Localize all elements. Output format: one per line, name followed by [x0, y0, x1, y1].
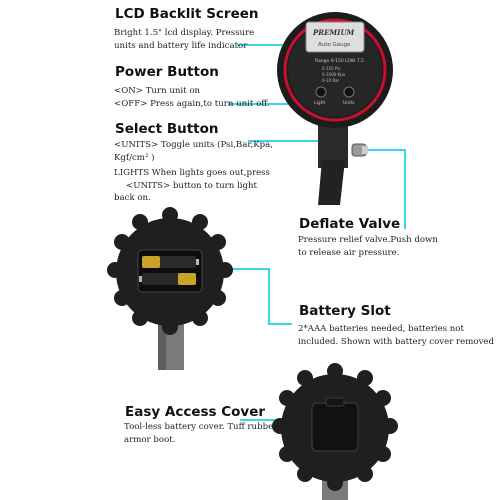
battery-description	[298, 323, 498, 348]
aaa-battery-2	[139, 273, 196, 285]
lights-description-line-2: <UNITS> button to turn light	[126, 180, 258, 191]
dial-units-label: LOW 7.5	[345, 59, 364, 64]
deflate-description-line-1: Pressure relief valve.Push down	[298, 235, 438, 245]
cover-heading: Easy Access Cover	[125, 404, 266, 420]
lights-description	[114, 167, 284, 205]
select-description-line-1: <UNITS> Toggle units (Psi,Bar,Kpa,	[114, 140, 274, 150]
cover-description	[124, 421, 294, 446]
cover-description-line-2: armor boot.	[124, 434, 176, 445]
power-button	[316, 87, 326, 97]
lcd-description-line-1: Bright 1.5" lcd display. Pressure	[114, 28, 255, 38]
select-button	[344, 87, 354, 97]
lcd-subtitle: Auto Gauge	[318, 42, 351, 48]
lcd-description	[114, 27, 264, 52]
battery-description-line-1: 2*AAA batteries needed, batteries not	[298, 324, 464, 334]
power-description-line-2: <OFF> Press again,to turn unit off.	[114, 98, 270, 109]
lights-description-line-1: LIGHTS When lights goes out,press	[114, 168, 270, 178]
dial-scale-line-1: 0-150 Psi	[322, 66, 341, 71]
power-description	[114, 85, 274, 110]
select-description-line-2: Kgf/cm² )	[114, 152, 155, 163]
dial-scale-line-3: 0-10 Bar	[322, 78, 340, 83]
battery-heading: Battery Slot	[299, 303, 391, 319]
dial-range-label: Range 0-150	[315, 59, 344, 64]
lcd-brand: PREMIUM	[313, 28, 355, 37]
select-heading: Select Button	[115, 121, 219, 137]
aaa-battery-1	[142, 256, 199, 268]
dial-scale-line-2: 0-1000 Kpa	[322, 72, 346, 77]
gauge-hose-top	[318, 160, 345, 205]
battery-description-line-2: included. Shown with battery cover removed	[298, 336, 495, 347]
deflate-description-line-2: to release air pressure.	[298, 247, 400, 258]
deflate-valve-cap	[362, 146, 368, 154]
battery-cover-tab	[326, 398, 344, 406]
deflate-description	[298, 234, 468, 259]
lcd-description-line-2: units and battery life indicator	[114, 40, 248, 51]
battery-cover	[312, 403, 358, 451]
select-description	[114, 139, 284, 164]
light-label: Light	[314, 101, 326, 106]
units-button-label: Units	[343, 101, 355, 106]
deflate-heading: Deflate Valve	[299, 216, 401, 232]
lights-description-line-3: back on.	[114, 193, 151, 203]
power-heading: Power Button	[115, 64, 219, 80]
lcd-heading: LCD Backlit Screen	[115, 6, 259, 22]
cover-description-line-1: Tool-less battery cover. Tuff rubber	[124, 422, 278, 432]
power-description-line-1: <ON> Turn unit on	[114, 86, 201, 96]
